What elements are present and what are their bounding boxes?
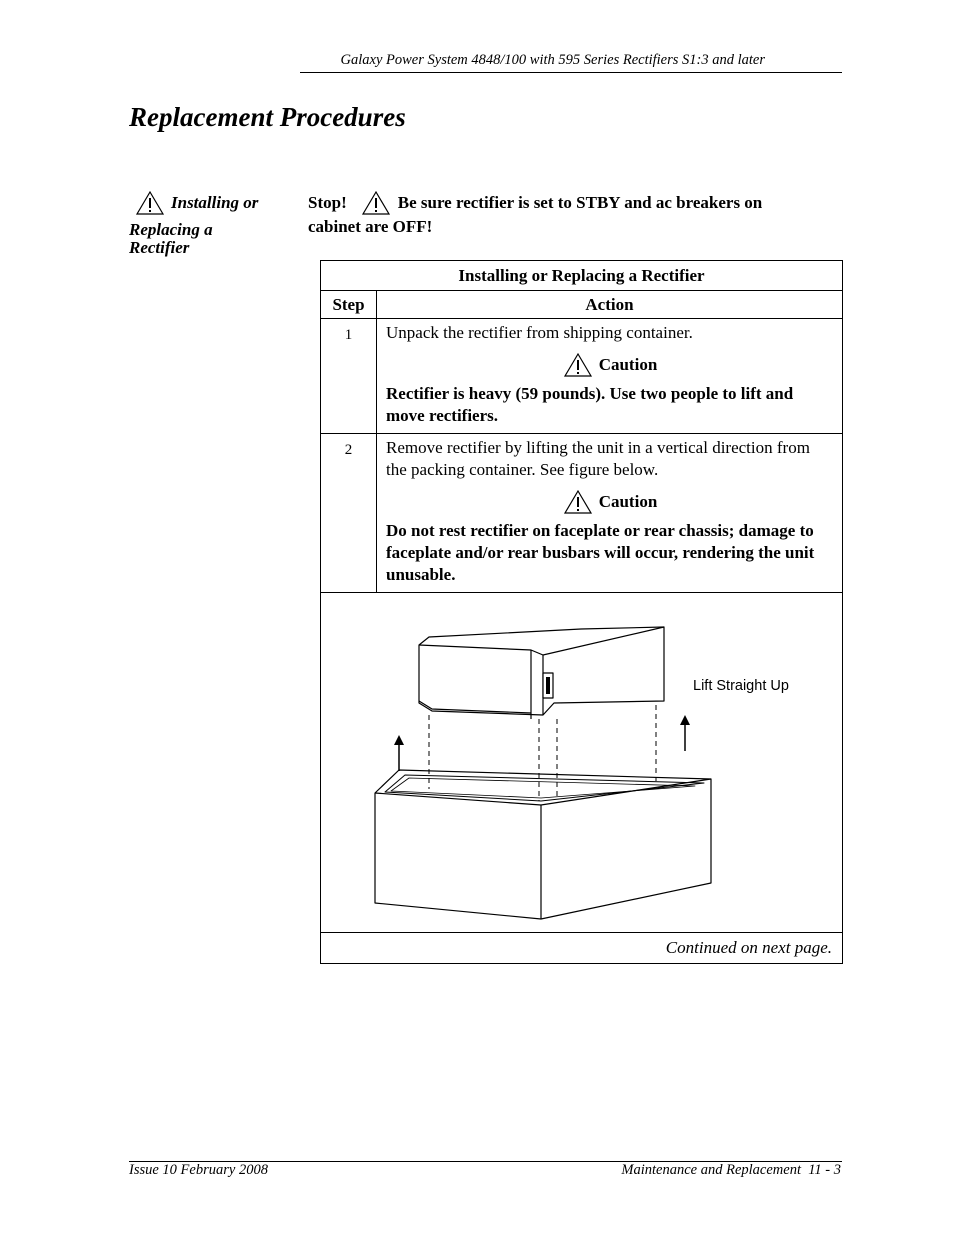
caution-text: Do not rest rectifier on faceplate or rear chassis; damage to faceplate and/or rear busbars will occur, rendering the unit unusable. [386, 521, 815, 584]
stop-label: Stop! [308, 193, 347, 212]
action-text: Remove rectifier by lifting the unit in a vertical direction from the packing container. See figure below. [386, 438, 810, 479]
action-cell [377, 434, 842, 592]
side-heading-line3: Rectifier [129, 238, 190, 257]
step-number: 2 [321, 434, 377, 592]
page-title: Replacement Procedures [129, 102, 406, 132]
caution-heading [386, 489, 834, 515]
warning-triangle-icon [135, 190, 165, 216]
continued-note: Continued on next page. [665, 938, 832, 957]
lift-straight-up-label: Lift Straight Up [693, 678, 789, 694]
stop-notice [308, 190, 828, 238]
figure-cell [321, 593, 842, 933]
column-header-step: Step [321, 291, 377, 318]
running-header: Galaxy Power System 4848/100 with 595 Series Rectifiers S1:3 and later [340, 52, 765, 68]
side-heading-line2: Replacing a [129, 220, 213, 239]
warning-triangle-icon [563, 352, 593, 378]
action-cell [377, 319, 842, 433]
warning-triangle-icon [361, 190, 391, 216]
side-heading [129, 190, 299, 257]
warning-triangle-icon [563, 489, 593, 515]
table-header-row [321, 291, 842, 319]
caution-label: Caution [598, 355, 658, 374]
caution-heading [386, 352, 834, 378]
action-text: Unpack the rectifier from shipping container. [386, 323, 693, 342]
table-row [321, 319, 842, 434]
rectifier-unit [419, 627, 664, 715]
stop-text-line2: cabinet are OFF! [308, 217, 433, 236]
caution-text: Rectifier is heavy (59 pounds). Use two people to lift and move rectifiers. [386, 384, 794, 425]
table-title: Installing or Replacing a Rectifier [321, 261, 842, 291]
rectifier-lift-illustration [321, 593, 842, 933]
step-number: 1 [321, 319, 377, 433]
caution-label: Caution [598, 492, 658, 511]
footer-issue: Issue 10 February 2008 [129, 1162, 268, 1178]
footer-section-page: Maintenance and Replacement 11 - 3 [621, 1162, 841, 1178]
header-rule [300, 72, 842, 73]
table-row [321, 434, 842, 593]
column-header-action: Action [585, 295, 634, 314]
stop-text-line1: Be sure rectifier is set to STBY and ac breakers on [397, 193, 763, 212]
side-heading-line1: Installing or [171, 193, 259, 212]
procedure-table [320, 260, 843, 964]
